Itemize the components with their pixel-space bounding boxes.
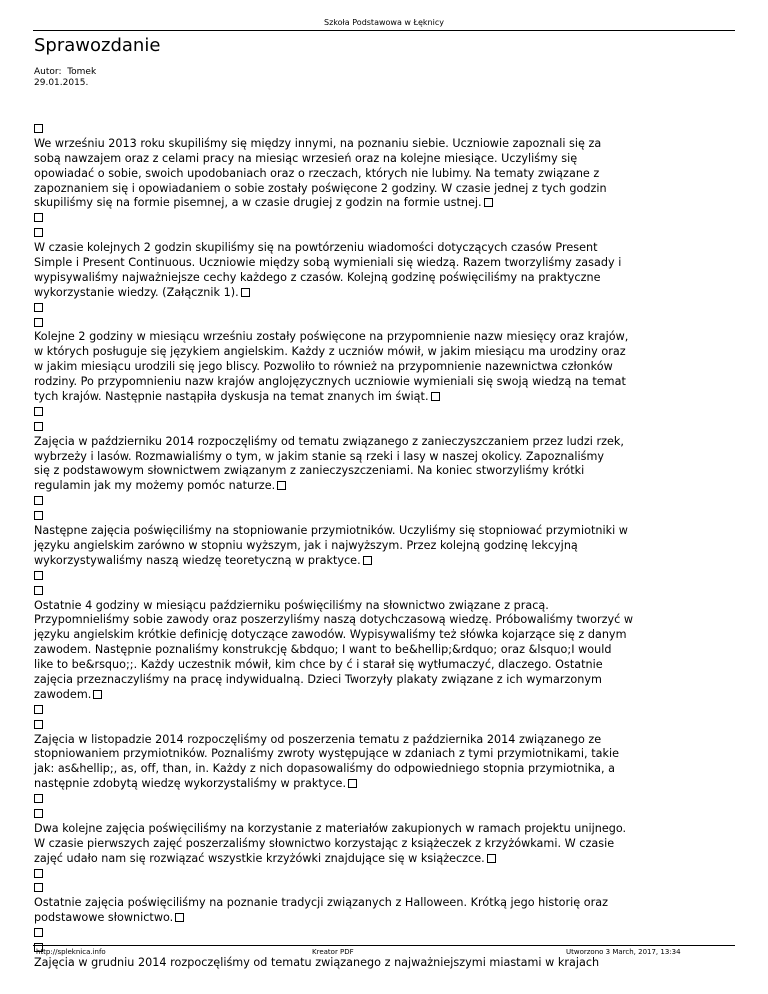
missing-glyph-box-icon	[484, 198, 493, 207]
line-text: Zajęcia w grudniu 2014 rozpoczęliśmy od tematu związanego z najważniejszymi miastami w krajach	[34, 955, 600, 969]
footer-created: Utworzono 3 March, 2017, 13:34	[566, 948, 681, 956]
line-text: wybrzeży i lasów. Rozmawialiśmy o tym, w jakim stanie są rzeki i lasy w naszej okolicy. Zapoznaliśmy	[34, 449, 605, 463]
text-line	[34, 599, 734, 614]
text-line	[34, 643, 734, 658]
missing-glyph-box-icon	[34, 422, 43, 431]
line-text: Zajęcia w październiku 2014 rozpoczęliśmy od tematu związanego z zanieczyszczaniem przez ludzi rzek,	[34, 434, 624, 448]
missing-glyph-box-icon	[363, 556, 372, 565]
missing-glyph-box-icon	[34, 586, 43, 595]
missing-glyph-box-icon	[34, 407, 43, 416]
line-text: W czasie kolejnych 2 godzin skupiliśmy się na powtórzeniu wiadomości dotyczących czasów Present	[34, 241, 598, 255]
placeholder-box-line	[34, 509, 734, 524]
footer-url: http://spleknica.info	[36, 948, 106, 956]
placeholder-box-line	[34, 420, 734, 435]
text-line	[34, 167, 734, 182]
text-line	[34, 435, 734, 450]
line-text: Ostatnie 4 godziny w miesiącu październiku poświęciliśmy na słownictwo związane z pracą.	[34, 598, 549, 612]
document-body	[34, 122, 734, 971]
text-line	[34, 464, 734, 479]
line-text: podstawowe słownictwo.	[34, 911, 174, 925]
text-line	[34, 360, 734, 375]
line-text: zawodem.	[34, 687, 92, 701]
line-text: się z podstawowym słownictwem związanym z zanieczyszczeniami. Na koniec stworzyliśmy krótki	[34, 464, 585, 478]
placeholder-box-line	[34, 703, 734, 718]
line-text: w jakim miesiącu urodzili się jego bliscy. Pozwoliło to również na przypomnienie nazewnictwa członków	[34, 360, 613, 374]
missing-glyph-box-icon	[34, 809, 43, 818]
line-text: języku angielskim zarówno w stopniu wyższym, jak i najwyższym. Przez kolejną godzinę lekcyjną	[34, 538, 578, 552]
line-text: opowiadać o sobie, swoich upodobaniach oraz o rzeczach, których nie lubimy. Na tematy związane z	[34, 166, 600, 180]
missing-glyph-box-icon	[34, 213, 43, 222]
text-line	[34, 837, 734, 852]
missing-glyph-box-icon	[277, 481, 286, 490]
text-line	[34, 479, 734, 494]
line-text: Następne zajęcia poświęciliśmy na stopniowanie przymiotników. Uczyliśmy się stopniować przymiotniki w	[34, 524, 628, 538]
text-line	[34, 271, 734, 286]
missing-glyph-box-icon	[241, 288, 250, 297]
text-line	[34, 762, 734, 777]
text-line	[34, 613, 734, 628]
text-line	[34, 196, 734, 211]
missing-glyph-box-icon	[348, 779, 357, 788]
text-line	[34, 658, 734, 673]
text-line	[34, 137, 734, 152]
placeholder-box-line	[34, 569, 734, 584]
text-line	[34, 539, 734, 554]
text-line	[34, 524, 734, 539]
line-text: W czasie pierwszych zajęć poszerzaliśmy słownictwo korzystając z książeczek z krzyżówkami. W czasie	[34, 836, 615, 850]
line-text: zajęć udało nam się rozwiązać wszystkie krzyżówki znajdujące się w książeczce.	[34, 851, 485, 865]
line-text: Zajęcia w listopadzie 2014 rozpoczęliśmy od poszerzenia tematu z października 2014 związanego ze	[34, 732, 602, 746]
line-text: like to be&rsquo;;. Każdy uczestnik mówił, kim chce by ć i starał się wytłumaczyć, dlaczego. Ostatnie	[34, 658, 603, 672]
missing-glyph-box-icon	[34, 720, 43, 729]
placeholder-box-line	[34, 584, 734, 599]
missing-glyph-box-icon	[34, 318, 43, 327]
text-line	[34, 375, 734, 390]
text-line	[34, 390, 734, 405]
missing-glyph-box-icon	[34, 571, 43, 580]
line-text: zajęcia przeznaczyliśmy na pracę indywidualną. Dzieci Tworzyły plakaty związane z ich wymarzonym	[34, 672, 602, 686]
placeholder-box-line	[34, 301, 734, 316]
missing-glyph-box-icon	[34, 869, 43, 878]
line-text: sobą nawzajem oraz z celami pracy na miesiąc wrzesień oraz na kolejne miesiące. Uczyliśmy się	[34, 151, 578, 165]
line-text: Dwa kolejne zajęcia poświęciliśmy na korzystanie z materiałów zakupionych w ramach projektu unijnego.	[34, 821, 627, 835]
text-line	[34, 777, 734, 792]
text-line	[34, 256, 734, 271]
placeholder-box-line	[34, 881, 734, 896]
footer-generator: Kreator PDF	[312, 948, 354, 956]
missing-glyph-box-icon	[34, 794, 43, 803]
line-text: wypisywaliśmy najważniejsze cechy każdego z czasów. Kolejną godzinę poświęciliśmy na praktyczne	[34, 270, 601, 284]
line-text: Kolejne 2 godziny w miesiącu wrześniu zostały poświęcone na przypomnienie nazw miesięcy oraz krajów,	[34, 330, 629, 344]
text-line	[34, 286, 734, 301]
placeholder-box-line	[34, 122, 734, 137]
missing-glyph-box-icon	[34, 496, 43, 505]
missing-glyph-box-icon	[431, 392, 440, 401]
line-text: Przypomnieliśmy sobie zawody oraz poszerzyliśmy naszą dotychczasową wiedzę. Próbowaliśmy tworzyć w	[34, 613, 634, 627]
missing-glyph-box-icon	[34, 228, 43, 237]
placeholder-box-line	[34, 718, 734, 733]
text-line	[34, 956, 734, 971]
placeholder-box-line	[34, 494, 734, 509]
line-text: wykorzystanie wiedzy. (Załącznik 1).	[34, 285, 239, 299]
document-date: 29.01.2015.	[34, 78, 89, 88]
text-line	[34, 182, 734, 197]
document-meta	[34, 67, 96, 89]
line-text: zawodem. Następnie poznaliśmy konstrukcję &bdquo; I want to be&hellip;&rdquo; oraz &lsquo;I would	[34, 643, 612, 657]
line-text: wykorzystywaliśmy naszą wiedzę teoretyczną w praktyce.	[34, 553, 361, 567]
text-line	[34, 733, 734, 748]
missing-glyph-box-icon	[34, 124, 43, 133]
header-rule	[33, 30, 735, 31]
missing-glyph-box-icon	[34, 928, 43, 937]
text-line	[34, 152, 734, 167]
text-line	[34, 241, 734, 256]
text-line	[34, 911, 734, 926]
placeholder-box-line	[34, 867, 734, 882]
line-text: następnie zdobytą wiedzę wykorzystaliśmy w praktyce.	[34, 777, 347, 791]
text-line	[34, 673, 734, 688]
line-text: w których posługuje się językiem angielskim. Każdy z uczniów mówił, w jakim miesiącu ma urodziny oraz	[34, 345, 626, 359]
text-line	[34, 450, 734, 465]
text-line	[34, 345, 734, 360]
line-text: regulamin jak my możemy pomóc naturze.	[34, 479, 276, 493]
missing-glyph-box-icon	[34, 303, 43, 312]
line-text: skupiliśmy się na formie pisemnej, a w czasie drugiej z godzin na formie ustnej.	[34, 196, 482, 210]
text-line	[34, 822, 734, 837]
placeholder-box-line	[34, 405, 734, 420]
text-line	[34, 688, 734, 703]
line-text: zapoznaniem się i opowiadaniem o sobie zostały poświęcone 2 godziny. W czasie jednej z tych godzin	[34, 181, 607, 195]
placeholder-box-line	[34, 792, 734, 807]
text-line	[34, 896, 734, 911]
line-text: języku angielskim krótkie definicję dotyczące zawodów. Wypisywaliśmy też słówka kojarzące się z danym	[34, 628, 627, 642]
text-line	[34, 747, 734, 762]
author-line: Autor: Tomek	[34, 67, 97, 77]
text-line	[34, 852, 734, 867]
missing-glyph-box-icon	[34, 705, 43, 714]
text-line	[34, 330, 734, 345]
page-header-school: Szkoła Podstawowa w Łęknicy	[324, 18, 444, 27]
page-title: Sprawozdanie	[34, 35, 161, 56]
line-text: tych krajów. Następnie nastąpiła dyskusja na temat znanych im świąt.	[34, 390, 429, 404]
missing-glyph-box-icon	[34, 511, 43, 520]
placeholder-box-line	[34, 926, 734, 941]
placeholder-box-line	[34, 211, 734, 226]
text-line	[34, 554, 734, 569]
line-text: Ostatnie zajęcia poświęciliśmy na poznanie tradycji związanych z Halloween. Krótką jego historię oraz	[34, 896, 608, 910]
missing-glyph-box-icon	[175, 913, 184, 922]
placeholder-box-line	[34, 807, 734, 822]
missing-glyph-box-icon	[34, 883, 43, 892]
footer-rule	[33, 945, 735, 946]
line-text: jak: as&hellip;, as, off, than, in. Każdy z nich dopasowaliśmy do odpowiedniego stopnia przymiotnika, a	[34, 762, 615, 776]
line-text: rodziny. Po przypomnieniu nazw krajów anglojęzycznych uczniowie wymieniali się swoją wiedzą na temat	[34, 375, 626, 389]
placeholder-box-line	[34, 316, 734, 331]
placeholder-box-line	[34, 226, 734, 241]
line-text: We wrześniu 2013 roku skupiliśmy się między innymi, na poznaniu siebie. Uczniowie zapoznali się za	[34, 136, 602, 150]
text-line	[34, 628, 734, 643]
missing-glyph-box-icon	[93, 690, 102, 699]
line-text: stopniowaniem przymiotników. Poznaliśmy zwroty występujące w zdaniach z tymi przymiotnikami, takie	[34, 747, 620, 761]
line-text: Simple i Present Continuous. Uczniowie między sobą wymieniali się wiedzą. Razem tworzyliśmy zasady i	[34, 256, 622, 270]
missing-glyph-box-icon	[487, 854, 496, 863]
